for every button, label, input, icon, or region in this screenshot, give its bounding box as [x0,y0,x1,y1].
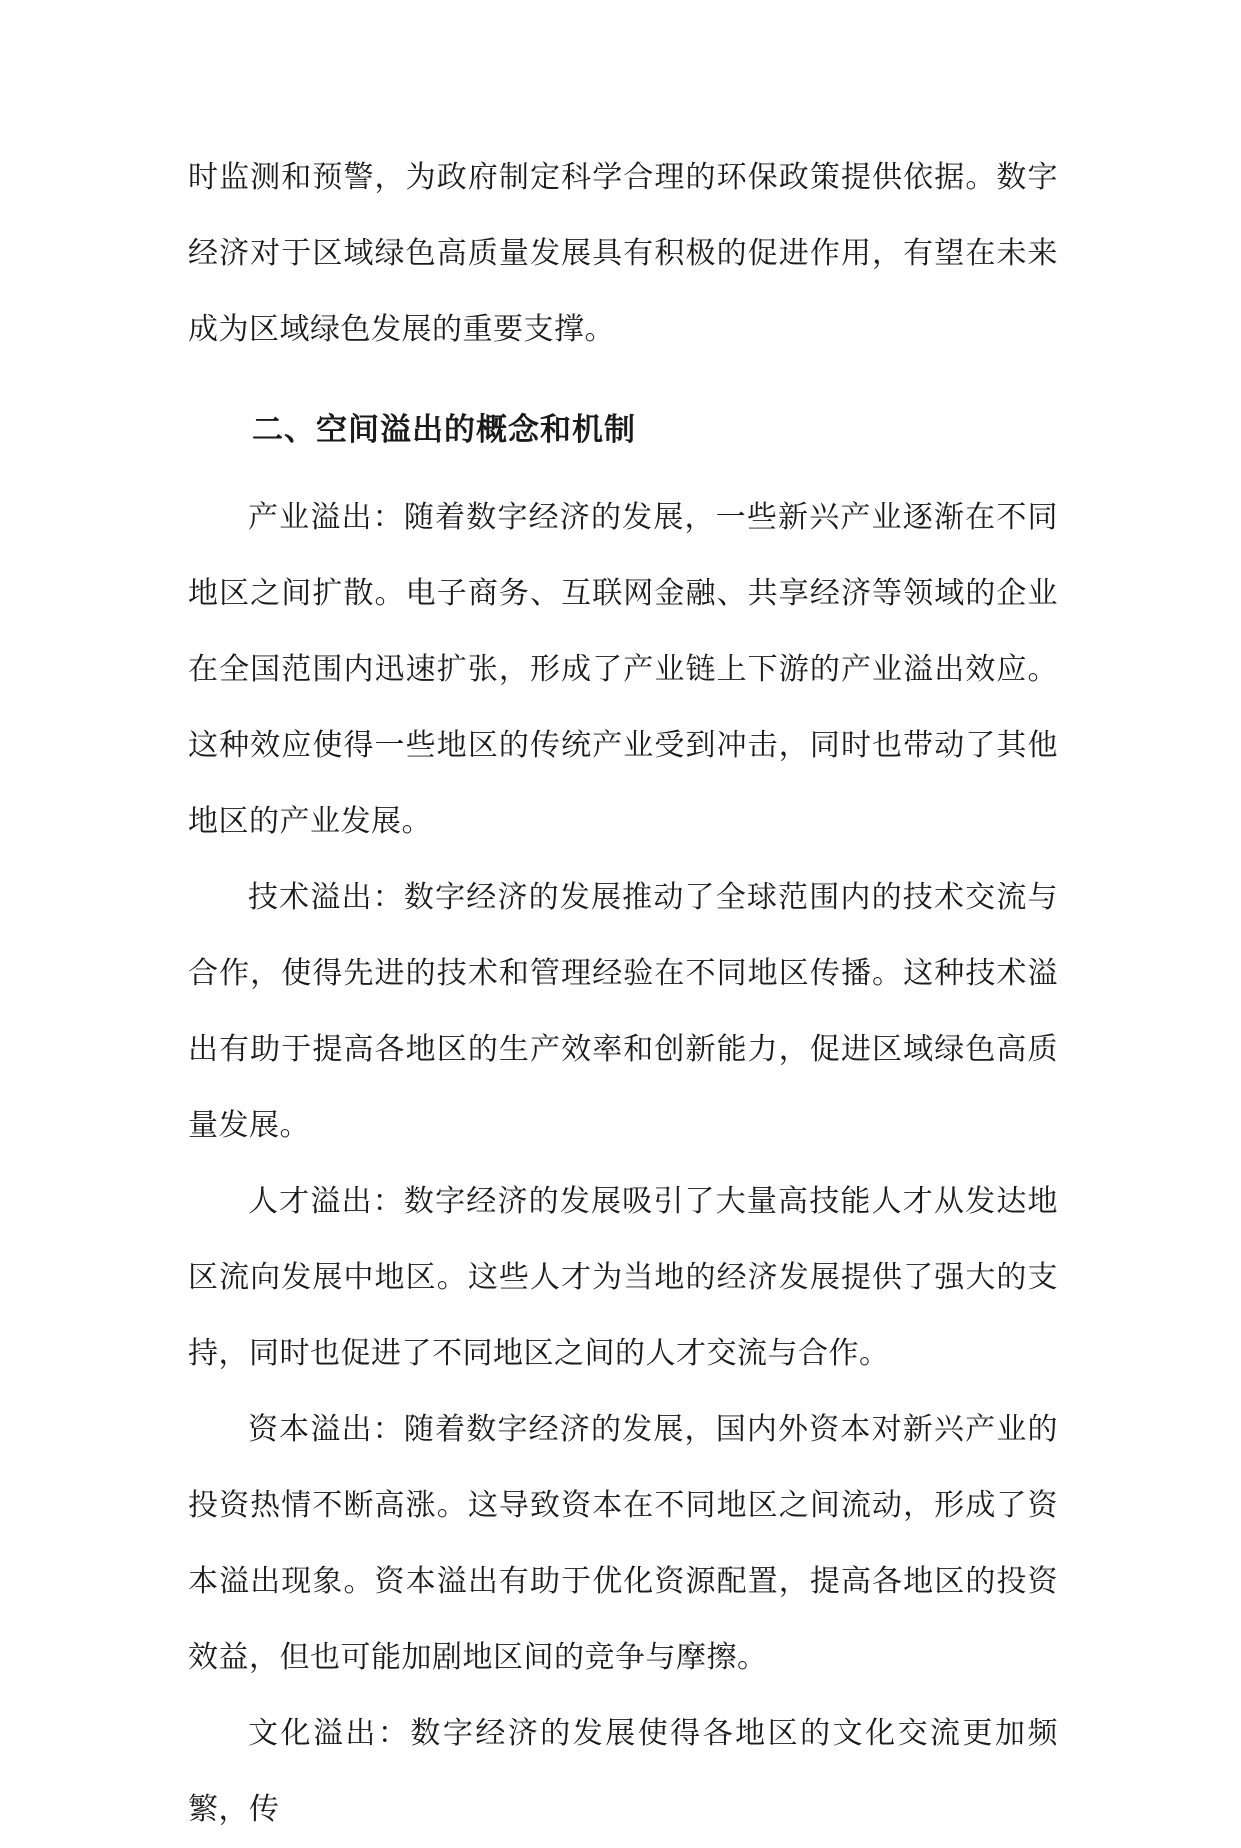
section-heading: 二、空间溢出的概念和机制 [252,412,636,448]
paragraph-technology-spillover: 技术溢出：数字经济的发展推动了全球范围内的技术交流与合作，使得先进的技术和管理经验在不同地区传播。这种技术溢出有助于提高各地区的生产效率和创新能力，促进区域绿色高质量发展。 [188,880,1058,1143]
paragraph-capital-spillover: 资本溢出：随着数字经济的发展，国内外资本对新兴产业的投资热情不断高涨。这导致资本在不同地区之间流动，形成了资本溢出现象。资本溢出有助于优化资源配置，提高各地区的投资效益，但也可能加剧地区间的竞争与摩擦。 [188,1412,1058,1675]
intro-paragraph: 时监测和预警，为政府制定科学合理的环保政策提供依据。数字经济对于区域绿色高质量发展具有积极的促进作用，有望在未来成为区域绿色发展的重要支撑。 [188,160,1058,347]
document-body [188,140,1058,1848]
paragraph-talent-spillover: 人才溢出：数字经济的发展吸引了大量高技能人才从发达地区流向发展中地区。这些人才为当地的经济发展提供了强大的支持，同时也促进了不同地区之间的人才交流与合作。 [188,1184,1058,1371]
paragraph-culture-spillover: 文化溢出：数字经济的发展使得各地区的文化交流更加频繁，传 [188,1716,1058,1827]
paragraph-industry-spillover: 产业溢出：随着数字经济的发展，一些新兴产业逐渐在不同地区之间扩散。电子商务、互联网金融、共享经济等领域的企业在全国范围内迅速扩张，形成了产业链上下游的产业溢出效应。这种效应使得一些地区的传统产业受到冲击，同时也带动了其他地区的产业发展。 [188,500,1058,839]
